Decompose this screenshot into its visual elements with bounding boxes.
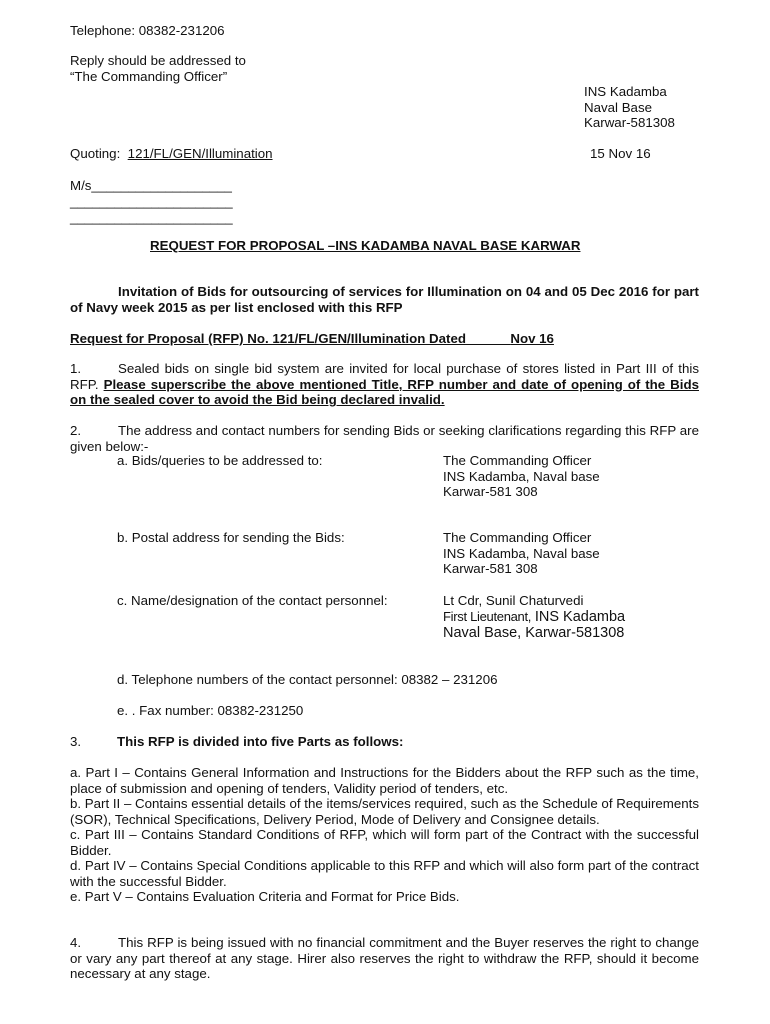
para-1-text: Sealed bids on single bid system are invited for local purchase of stores listed in Part III of this RFP.: [70, 361, 699, 392]
item-e-fax: e. . Fax number: 08382-231250: [117, 703, 304, 718]
item-d-telephone: d. Telephone numbers of the contact personnel: 08382 – 231206: [117, 672, 498, 687]
address-line: Naval Base: [584, 99, 652, 115]
reply-line-2: “The Commanding Officer”: [70, 69, 228, 84]
part-list: [70, 765, 699, 905]
address-line: Karwar-581308: [584, 115, 675, 130]
invitation-text: Invitation of Bids for outsourcing of services for Illumination on 04 and 05 Dec 2016 for part of Navy week 2015 as per list enclosed with this RFP: [70, 284, 699, 315]
document-title: REQUEST FOR PROPOSAL –INS KADAMBA NAVAL BASE KARWAR: [150, 238, 581, 253]
reply-line-1: Reply should be addressed to: [70, 53, 246, 68]
address-line: Karwar-581 308: [443, 561, 538, 576]
para-2-text: The address and contact numbers for sending Bids or seeking clarifications regarding this RFP are given below:-: [70, 423, 699, 454]
part-c: c. Part III – Contains Standard Conditions of RFP, which will form part of the Contract with the successful Bidder.: [70, 827, 699, 858]
rfp-number: Request for Proposal (RFP) No. 121/FL/GEN/Illumination Dated: [70, 331, 466, 346]
quoting-reference: 121/FL/GEN/Illumination: [127, 146, 273, 161]
address-line: Karwar-581 308: [443, 484, 538, 499]
para-3-number: 3.: [70, 734, 82, 749]
address-line: The Commanding Officer: [443, 530, 592, 545]
item-c-value: [443, 593, 625, 642]
para-1-emphasis: Please superscribe the above mentioned Title, RFP number and date of opening of the Bids on the sealed cover to avoid the Bid being declared invalid.: [70, 376, 699, 407]
para-2-number: 2.: [70, 423, 82, 438]
contact-address: Naval Base, Karwar-581308: [443, 625, 625, 641]
para-4-text: This RFP is being issued with no financial commitment and the Buyer reserves the right to change or vary any part thereof at any stage. Hirer also reserves the right to withdraw the RFP, should it become necessary at any stage.: [70, 935, 699, 981]
quoting-label: Quoting:: [70, 146, 121, 161]
blank-line: ______________________: [70, 210, 233, 225]
para-4-number: 4.: [70, 935, 82, 950]
rfp-date: Nov 16: [510, 331, 554, 346]
rfp-number-line: [70, 331, 554, 347]
address-line: INS Kadamba, Naval base: [443, 545, 600, 561]
address-line: INS Kadamba, Naval base: [443, 468, 600, 484]
ms-line: M/s___________________: [70, 178, 232, 193]
address-line: INS Kadamba: [584, 84, 667, 99]
item-a-label: a. Bids/queries to be addressed to:: [117, 453, 323, 468]
sender-address: [584, 84, 675, 131]
address-line: The Commanding Officer: [443, 453, 592, 468]
telephone-line: Telephone: 08382-231206: [70, 23, 225, 38]
part-d: d. Part IV – Contains Special Conditions applicable to this RFP and which will also form part of the contract with the successful Bidder.: [70, 858, 699, 889]
blank-line: ______________________: [70, 194, 233, 209]
item-b-value: [443, 530, 600, 577]
part-b: b. Part II – Contains essential details of the items/services required, such as the Schedule of Requirements (SOR), Technical Specifications, Delivery Period, Mode of Delivery and Consignee details.: [70, 796, 699, 827]
para-1: [70, 361, 699, 408]
para-3-heading: This RFP is divided into five Parts as follows:: [117, 734, 404, 749]
contact-name: Lt Cdr, Sunil Chaturvedi: [443, 593, 584, 608]
item-c-label: c. Name/designation of the contact personnel:: [117, 593, 388, 608]
part-a: a. Part I – Contains General Information and Instructions for the Bidders about the RFP such as the time, place of submission and opening of tenders, Validity period of tenders, etc.: [70, 765, 699, 796]
item-a-value: [443, 453, 600, 500]
contact-designation: First Lieutenant, INS Kadamba: [443, 608, 626, 625]
part-e: e. Part V – Contains Evaluation Criteria and Format for Price Bids.: [70, 889, 460, 904]
quoting-line: [70, 146, 273, 162]
item-b-label: b. Postal address for sending the Bids:: [117, 530, 345, 545]
para-1-number: 1.: [70, 361, 82, 376]
letter-date: 15 Nov 16: [590, 146, 651, 161]
